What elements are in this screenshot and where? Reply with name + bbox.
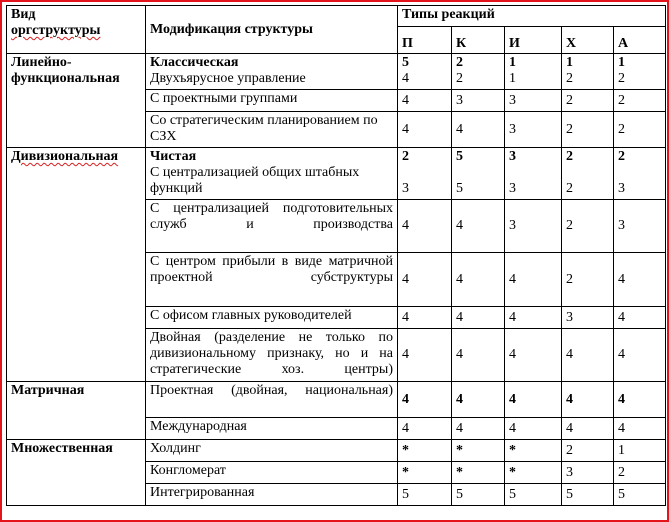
value-cell: 1 1 [505, 54, 562, 90]
value-cell: * [452, 462, 505, 484]
value-cell: 3 [505, 90, 562, 112]
modification-cell: Проектная (двойная, национальная) [146, 382, 398, 418]
value-cell: 4 [505, 329, 562, 382]
value-cell: 5 [452, 484, 505, 506]
value-cell: 4 [398, 90, 452, 112]
table-row [7, 148, 666, 200]
value-cell: 1 2 [614, 54, 666, 90]
modification-cell: Холдинг [146, 440, 398, 462]
modification-cell: Международная [146, 418, 398, 440]
value-cell: * [452, 440, 505, 462]
value-cell: 2 3 [398, 148, 452, 200]
table-row [7, 382, 666, 418]
value-cell: 1 2 [562, 54, 614, 90]
value-cell: 3 [562, 462, 614, 484]
value-cell: 4 [398, 418, 452, 440]
value-cell: 4 [505, 253, 562, 307]
value-cell: 4 [398, 200, 452, 253]
header-type-i: И [505, 27, 562, 54]
modification-cell: Чистая С централизацией общих штабных функций [146, 148, 398, 200]
value-cell: 4 [614, 418, 666, 440]
header-modification: Модификация структуры [146, 6, 398, 54]
value-cell: 2 [562, 253, 614, 307]
value-cell: 5 [505, 484, 562, 506]
header-org-type-word: оргструктуры [11, 23, 101, 38]
header-type-a: А [614, 27, 666, 54]
value-cell: 3 [452, 90, 505, 112]
value-cell: 4 [614, 253, 666, 307]
value-cell: 5 4 [398, 54, 452, 90]
value-cell: 5 [614, 484, 666, 506]
header-type-k: К [452, 27, 505, 54]
value-cell: * [505, 462, 562, 484]
value-cell: 4 [398, 112, 452, 148]
value-cell: 3 [562, 307, 614, 329]
modification-cell: Со стратегическим планированием по СЗХ [146, 112, 398, 148]
value-cell: 4 [505, 418, 562, 440]
value-cell: 4 [614, 307, 666, 329]
value-cell: * [505, 440, 562, 462]
value-cell: 4 [398, 382, 452, 418]
value-cell: 4 [398, 307, 452, 329]
value-cell: 4 [505, 307, 562, 329]
value-cell: 2 [562, 440, 614, 462]
value-cell: 4 [452, 253, 505, 307]
value-cell: 4 [398, 253, 452, 307]
value-cell: 2 [562, 112, 614, 148]
header-org-type: Вид оргструктуры [7, 6, 146, 54]
header-reactions: Типы реакций [398, 6, 666, 27]
value-cell: 3 [505, 200, 562, 253]
group-name: Дивизиональная [7, 148, 146, 382]
modification-cell: С офисом главных руководителей [146, 307, 398, 329]
value-cell: 4 [398, 329, 452, 382]
group-name: Линейно- функциональная [7, 54, 146, 148]
value-cell: * [398, 440, 452, 462]
modification-cell: Двойная (разделение не только по дивизиональному признаку, но и на стратегические хоз. центры) [146, 329, 398, 382]
value-cell: 4 [452, 112, 505, 148]
group-name: Матричная [7, 382, 146, 440]
modification-cell: С проектными группами [146, 90, 398, 112]
value-cell: 4 [614, 329, 666, 382]
value-cell: 3 [614, 200, 666, 253]
value-cell: 4 [452, 200, 505, 253]
value-cell: 2 [614, 90, 666, 112]
value-cell: 2 [614, 462, 666, 484]
value-cell: 2 [562, 200, 614, 253]
value-cell: 4 [505, 382, 562, 418]
value-cell: 4 [614, 382, 666, 418]
value-cell: 4 [562, 382, 614, 418]
value-cell: 4 [452, 382, 505, 418]
modification-cell: С централизацией подготовительных служб и производства [146, 200, 398, 253]
value-cell: 5 [398, 484, 452, 506]
value-cell: 4 [562, 329, 614, 382]
modification-cell: Интегрированная [146, 484, 398, 506]
modification-cell: Конгломерат [146, 462, 398, 484]
value-cell: 2 2 [562, 148, 614, 200]
group-name: Множественная [7, 440, 146, 506]
value-cell: 4 [452, 418, 505, 440]
value-cell: * [398, 462, 452, 484]
header-type-p: П [398, 27, 452, 54]
table-row [7, 54, 666, 90]
value-cell: 2 3 [614, 148, 666, 200]
header-row [7, 6, 666, 27]
value-cell: 1 [614, 440, 666, 462]
value-cell: 2 [562, 90, 614, 112]
value-cell: 5 5 [452, 148, 505, 200]
value-cell: 5 [562, 484, 614, 506]
value-cell: 3 3 [505, 148, 562, 200]
table-row [7, 440, 666, 462]
modification-cell: Классическая Двухъярусное управление [146, 54, 398, 90]
value-cell: 2 2 [452, 54, 505, 90]
header-type-kh: Х [562, 27, 614, 54]
value-cell: 3 [505, 112, 562, 148]
value-cell: 4 [452, 329, 505, 382]
value-cell: 4 [562, 418, 614, 440]
reaction-types-table [6, 5, 666, 506]
modification-cell: С центром прибыли в виде матричной проектной субструктуры [146, 253, 398, 307]
value-cell: 4 [452, 307, 505, 329]
value-cell: 2 [614, 112, 666, 148]
